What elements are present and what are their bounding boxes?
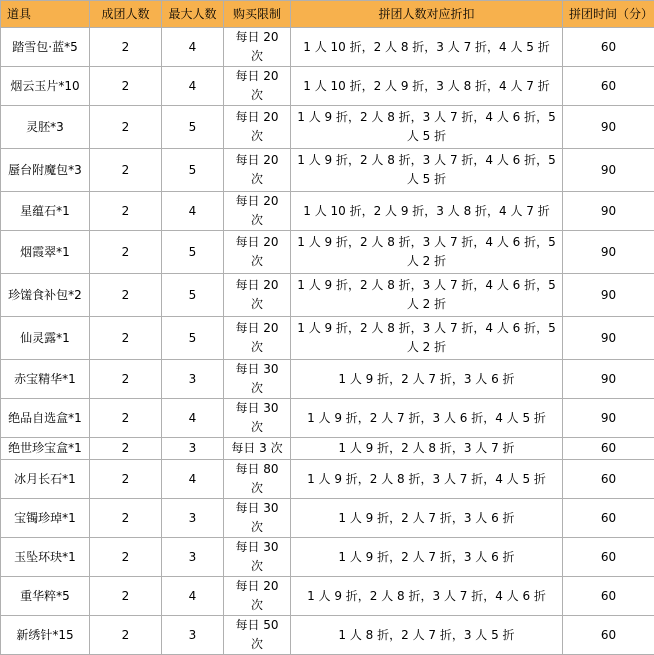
min-members: 2	[90, 538, 162, 577]
header-time: 拼团时间（分）	[563, 1, 654, 28]
group-time: 90	[563, 317, 654, 360]
item-name: 灵胚*3	[1, 106, 90, 149]
group-time: 60	[563, 499, 654, 538]
header-max-members: 最大人数	[162, 1, 224, 28]
max-members: 5	[162, 317, 224, 360]
max-members: 3	[162, 360, 224, 399]
table-row	[1, 460, 654, 499]
table-row	[1, 360, 654, 399]
table-row	[1, 317, 654, 360]
group-time: 90	[563, 274, 654, 317]
min-members: 2	[90, 274, 162, 317]
table-row	[1, 67, 654, 106]
item-name: 烟云玉片*10	[1, 67, 90, 106]
item-name: 新绣针*15	[1, 616, 90, 655]
item-name: 冰月长石*1	[1, 460, 90, 499]
group-time: 90	[563, 231, 654, 274]
discount: 1 人 9 折，2 人 8 折，3 人 7 折，4 人 6 折，5 人 2 折	[291, 231, 563, 274]
group-time: 90	[563, 192, 654, 231]
header-discount: 拼团人数对应折扣	[291, 1, 563, 28]
table-row	[1, 106, 654, 149]
group-time: 60	[563, 616, 654, 655]
purchase-limit: 每日 20 次	[224, 577, 291, 616]
item-name: 蜃台附魔包*3	[1, 149, 90, 192]
max-members: 4	[162, 577, 224, 616]
header-row	[1, 1, 654, 28]
discount: 1 人 9 折，2 人 8 折，3 人 7 折，4 人 6 折	[291, 577, 563, 616]
max-members: 4	[162, 460, 224, 499]
discount: 1 人 9 折，2 人 8 折，3 人 7 折，4 人 6 折，5 人 2 折	[291, 317, 563, 360]
min-members: 2	[90, 399, 162, 438]
table-row	[1, 616, 654, 655]
group-time: 90	[563, 360, 654, 399]
purchase-limit: 每日 20 次	[224, 274, 291, 317]
table-row	[1, 274, 654, 317]
min-members: 2	[90, 149, 162, 192]
discount: 1 人 10 折，2 人 9 折，3 人 8 折，4 人 7 折	[291, 67, 563, 106]
table-row	[1, 499, 654, 538]
header-min-members: 成团人数	[90, 1, 162, 28]
min-members: 2	[90, 577, 162, 616]
min-members: 2	[90, 231, 162, 274]
table-row	[1, 192, 654, 231]
table-row	[1, 538, 654, 577]
purchase-limit: 每日 50 次	[224, 616, 291, 655]
group-time: 60	[563, 67, 654, 106]
item-name: 绝世珍宝盒*1	[1, 438, 90, 460]
item-name: 重华粹*5	[1, 577, 90, 616]
discount: 1 人 9 折，2 人 8 折，3 人 7 折，4 人 6 折，5 人 5 折	[291, 106, 563, 149]
purchase-limit: 每日 20 次	[224, 106, 291, 149]
item-name: 珍馐食补包*2	[1, 274, 90, 317]
purchase-limit: 每日 20 次	[224, 149, 291, 192]
purchase-limit: 每日 20 次	[224, 192, 291, 231]
min-members: 2	[90, 616, 162, 655]
header-purchase-limit: 购买限制	[224, 1, 291, 28]
purchase-limit: 每日 20 次	[224, 28, 291, 67]
min-members: 2	[90, 106, 162, 149]
discount: 1 人 9 折，2 人 7 折，3 人 6 折	[291, 499, 563, 538]
table-row	[1, 149, 654, 192]
discount: 1 人 10 折，2 人 9 折，3 人 8 折，4 人 7 折	[291, 192, 563, 231]
item-name: 赤宝精华*1	[1, 360, 90, 399]
table-row	[1, 28, 654, 67]
min-members: 2	[90, 360, 162, 399]
discount: 1 人 9 折，2 人 8 折，3 人 7 折	[291, 438, 563, 460]
min-members: 2	[90, 28, 162, 67]
purchase-limit: 每日 30 次	[224, 399, 291, 438]
item-name: 绝品自选盒*1	[1, 399, 90, 438]
max-members: 5	[162, 149, 224, 192]
purchase-limit: 每日 30 次	[224, 538, 291, 577]
purchase-limit: 每日 20 次	[224, 67, 291, 106]
table-row	[1, 231, 654, 274]
group-time: 90	[563, 399, 654, 438]
discount: 1 人 9 折，2 人 7 折，3 人 6 折	[291, 538, 563, 577]
max-members: 3	[162, 616, 224, 655]
purchase-limit: 每日 30 次	[224, 360, 291, 399]
group-time: 60	[563, 28, 654, 67]
max-members: 5	[162, 274, 224, 317]
group-time: 60	[563, 577, 654, 616]
discount: 1 人 9 折，2 人 8 折，3 人 7 折，4 人 5 折	[291, 460, 563, 499]
max-members: 3	[162, 538, 224, 577]
max-members: 4	[162, 399, 224, 438]
min-members: 2	[90, 67, 162, 106]
group-time: 90	[563, 106, 654, 149]
purchase-limit: 每日 30 次	[224, 499, 291, 538]
max-members: 4	[162, 67, 224, 106]
header-item: 道具	[1, 1, 90, 28]
item-name: 仙灵露*1	[1, 317, 90, 360]
purchase-limit: 每日 3 次	[224, 438, 291, 460]
min-members: 2	[90, 438, 162, 460]
min-members: 2	[90, 192, 162, 231]
group-time: 60	[563, 538, 654, 577]
max-members: 4	[162, 192, 224, 231]
item-name: 烟霞翠*1	[1, 231, 90, 274]
discount: 1 人 9 折，2 人 7 折，3 人 6 折，4 人 5 折	[291, 399, 563, 438]
item-name: 玉坠环玦*1	[1, 538, 90, 577]
min-members: 2	[90, 317, 162, 360]
group-time: 60	[563, 460, 654, 499]
discount: 1 人 9 折，2 人 8 折，3 人 7 折，4 人 6 折，5 人 5 折	[291, 149, 563, 192]
item-name: 踏雪包·蓝*5	[1, 28, 90, 67]
table-row	[1, 577, 654, 616]
table-row	[1, 399, 654, 438]
max-members: 4	[162, 28, 224, 67]
max-members: 5	[162, 231, 224, 274]
max-members: 5	[162, 106, 224, 149]
table-row	[1, 438, 654, 460]
max-members: 3	[162, 499, 224, 538]
discount: 1 人 9 折，2 人 8 折，3 人 7 折，4 人 6 折，5 人 2 折	[291, 274, 563, 317]
group-time: 90	[563, 149, 654, 192]
discount: 1 人 9 折，2 人 7 折，3 人 6 折	[291, 360, 563, 399]
min-members: 2	[90, 499, 162, 538]
group-time: 60	[563, 438, 654, 460]
discount: 1 人 10 折，2 人 8 折，3 人 7 折，4 人 5 折	[291, 28, 563, 67]
max-members: 3	[162, 438, 224, 460]
purchase-limit: 每日 80 次	[224, 460, 291, 499]
purchase-limit: 每日 20 次	[224, 317, 291, 360]
purchase-limit: 每日 20 次	[224, 231, 291, 274]
discount: 1 人 8 折，2 人 7 折，3 人 5 折	[291, 616, 563, 655]
min-members: 2	[90, 460, 162, 499]
item-name: 宝镯珍琸*1	[1, 499, 90, 538]
item-name: 星蕴石*1	[1, 192, 90, 231]
